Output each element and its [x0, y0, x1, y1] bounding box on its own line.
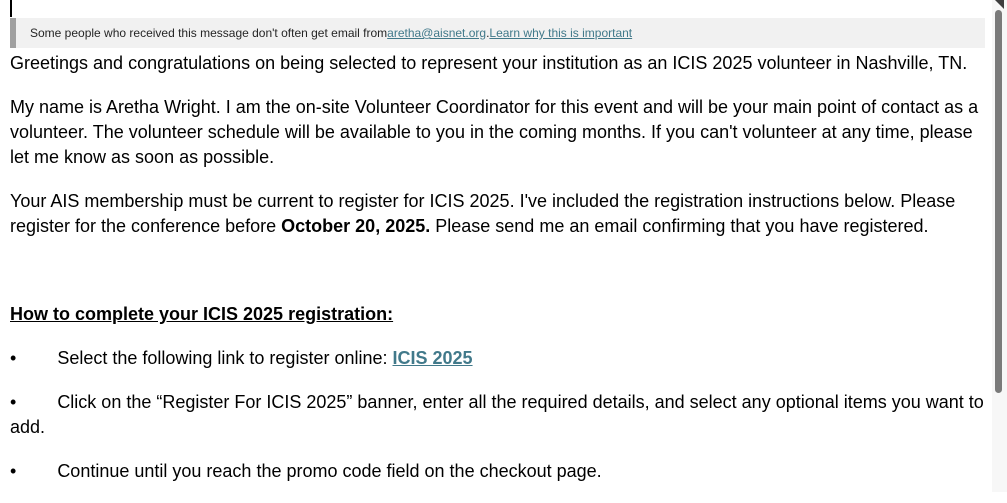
email-body [10, 51, 988, 503]
bullet-promo-code [10, 459, 988, 484]
bullet-marker: • [10, 348, 17, 368]
scrollbar-thumb[interactable] [995, 10, 1002, 393]
registration-text-after: Please send me an email confirming that you have registered. [430, 216, 929, 236]
greeting-paragraph: Greetings and congratulations on being selected to represent your institution as an ICIS 2025 volunteer in Nashville, TN. [10, 53, 968, 73]
empty-paragraph [10, 258, 988, 283]
vertical-scrollbar[interactable] [992, 0, 1007, 492]
bullet-3-text: Continue until you reach the promo code field on the checkout page. [57, 461, 602, 481]
deadline-date: October 20, 2025. [281, 216, 431, 236]
instructions-heading: How to complete your ICIS 2025 registration: [10, 304, 394, 324]
first-contact-safety-banner [10, 18, 985, 48]
icis-2025-link[interactable]: ICIS 2025 [392, 348, 473, 368]
bullet-select-link [10, 346, 988, 371]
banner-message-text: Some people who received this message don't often get email from [30, 26, 388, 40]
banner-separator: . [486, 26, 490, 40]
bullet-1-text: Select the following link to register online: [57, 348, 393, 368]
bullet-marker: • [10, 392, 17, 412]
sender-email-link[interactable]: aretha@aisnet.org [387, 26, 487, 40]
bullet-marker: • [10, 461, 17, 481]
scroll-arrow-icon[interactable] [995, 0, 1004, 9]
intro-paragraph: My name is Aretha Wright. I am the on-site Volunteer Coordinator for this event and will be your main point of contact as a volunteer. The volunteer schedule will be available to you in the coming months. If you can't volunteer at any time, please let me know as soon as possible. [10, 97, 979, 167]
registration-text-before: Your AIS membership must be current to register for ICIS 2025. I've included the registration instructions below. Please register for the conference before [10, 191, 956, 236]
registration-paragraph [10, 189, 988, 239]
bullet-register-banner [10, 390, 988, 440]
bullet-2-text: Click on the “Register For ICIS 2025” banner, enter all the required details, and select any optional items you want to add. [10, 392, 984, 437]
text-cursor [10, 0, 12, 17]
learn-why-link[interactable]: Learn why this is important [489, 26, 633, 40]
